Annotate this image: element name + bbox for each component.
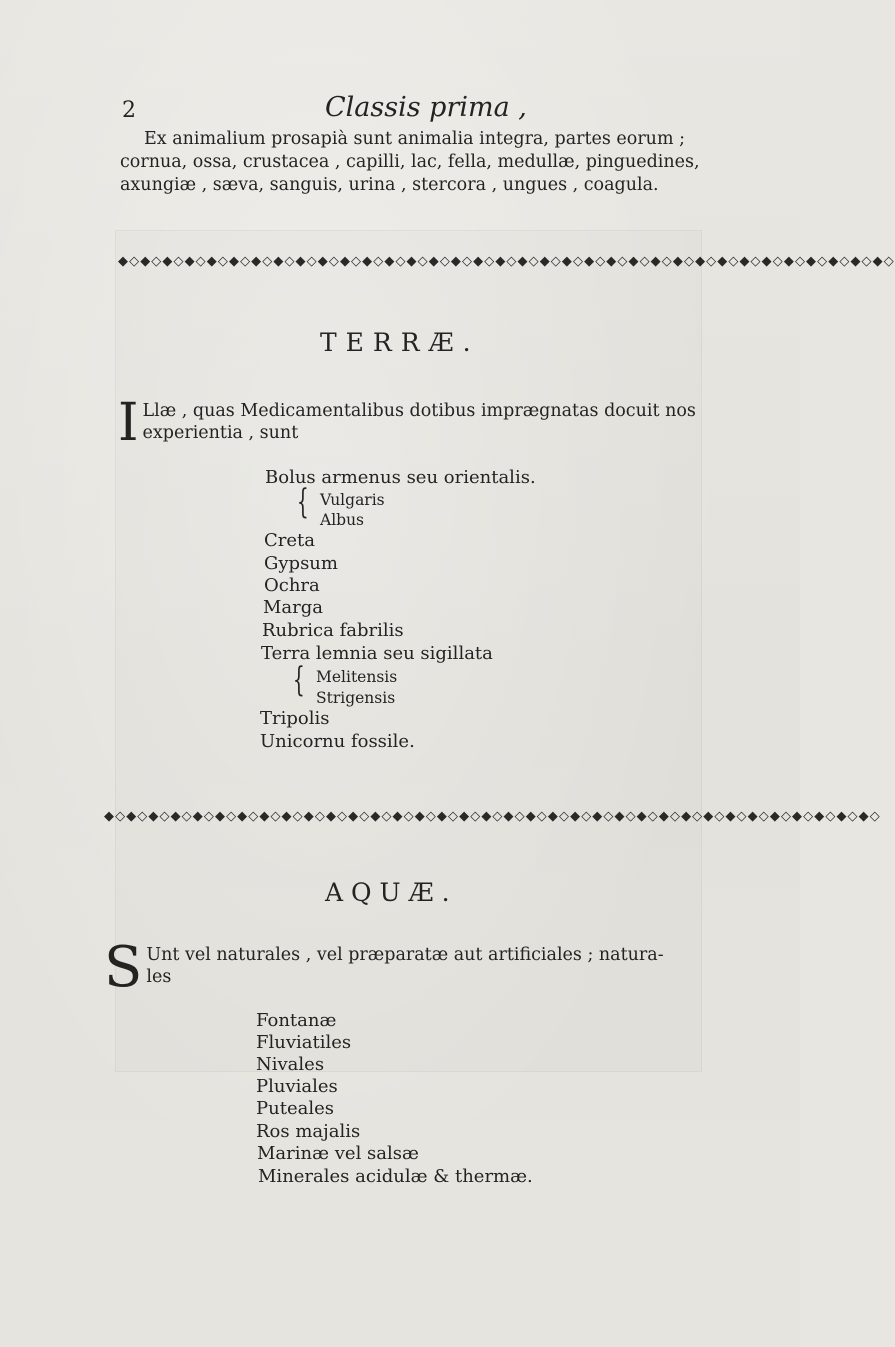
ornament-divider-top: ◆◇◆◇◆◇◆◇◆◇◆◇◆◇◆◇◆◇◆◇◆◇◆◇◆◇◆◇◆◇◆◇◆◇◆◇◆◇◆◇◆◇◆◇◆◇◆◇◆◇◆◇◆◇◆◇◆◇◆◇◆◇◆◇◆◇◆◇◆◇ — [118, 254, 895, 269]
aquae-paragraph — [104, 935, 710, 1000]
list-item: Rubrica fabrilis — [262, 620, 404, 641]
list-item: Marga — [263, 597, 324, 618]
brace-icon: { — [296, 482, 309, 522]
list-item: Minerales acidulæ & thermæ. — [258, 1166, 533, 1187]
list-item: Strigensis — [316, 689, 396, 707]
drop-cap-s: S — [104, 935, 143, 1000]
terrae-line-2: experientia , sunt — [142, 423, 299, 443]
list-item: Albus — [320, 511, 365, 529]
list-item: Vulgaris — [320, 491, 385, 509]
list-item: Ros majalis — [256, 1121, 361, 1142]
terrae-paragraph — [118, 393, 718, 453]
brace-icon: { — [292, 660, 305, 700]
page-number: 2 — [122, 98, 136, 123]
intro-line-3: axungiæ , sæva, sanguis, urina , stercora , ungues , coagula. — [120, 175, 659, 195]
list-item: Marinæ vel salsæ — [257, 1143, 419, 1164]
list-item: Gypsum — [264, 553, 338, 574]
ornament-divider-middle: ◆◇◆◇◆◇◆◇◆◇◆◇◆◇◆◇◆◇◆◇◆◇◆◇◆◇◆◇◆◇◆◇◆◇◆◇◆◇◆◇◆◇◆◇◆◇◆◇◆◇◆◇◆◇◆◇◆◇◆◇◆◇◆◇◆◇◆◇◆◇ — [104, 809, 881, 824]
section-heading-terrae: TERRÆ. — [320, 328, 480, 357]
section-heading-aquae: AQUÆ. — [325, 878, 458, 907]
list-item: Puteales — [256, 1098, 334, 1119]
list-item: Nivales — [256, 1054, 325, 1075]
drop-cap-i: I — [118, 393, 139, 453]
terrae-line-1: Llæ , quas Medicamentalibus dotibus imprægnatas docuit nos — [142, 401, 696, 421]
intro-paragraph — [120, 128, 725, 197]
running-title: Classis prima , — [325, 92, 527, 123]
list-item: Fluviatiles — [256, 1032, 352, 1053]
aquae-line-2: les — [146, 967, 172, 987]
list-item: Pluviales — [256, 1076, 338, 1097]
list-item: Ochra — [264, 575, 320, 596]
list-item: Terra lemnia seu sigillata — [261, 643, 493, 664]
list-item: Fontanæ — [256, 1010, 337, 1031]
aquae-line-1: Unt vel naturales , vel præparatæ aut artificiales ; natura- — [146, 945, 664, 965]
list-item: Creta — [264, 530, 315, 551]
list-item: Melitensis — [316, 668, 398, 686]
list-item: Unicornu fossile. — [260, 731, 415, 752]
intro-line-2: cornua, ossa, crustacea , capilli, lac, fella, medullæ, pinguedines, — [120, 152, 700, 172]
list-item: Tripolis — [260, 708, 330, 729]
list-item: Bolus armenus seu orientalis. — [265, 467, 536, 488]
intro-line-1: Ex animalium prosapià sunt animalia integra, partes eorum ; — [144, 129, 686, 149]
